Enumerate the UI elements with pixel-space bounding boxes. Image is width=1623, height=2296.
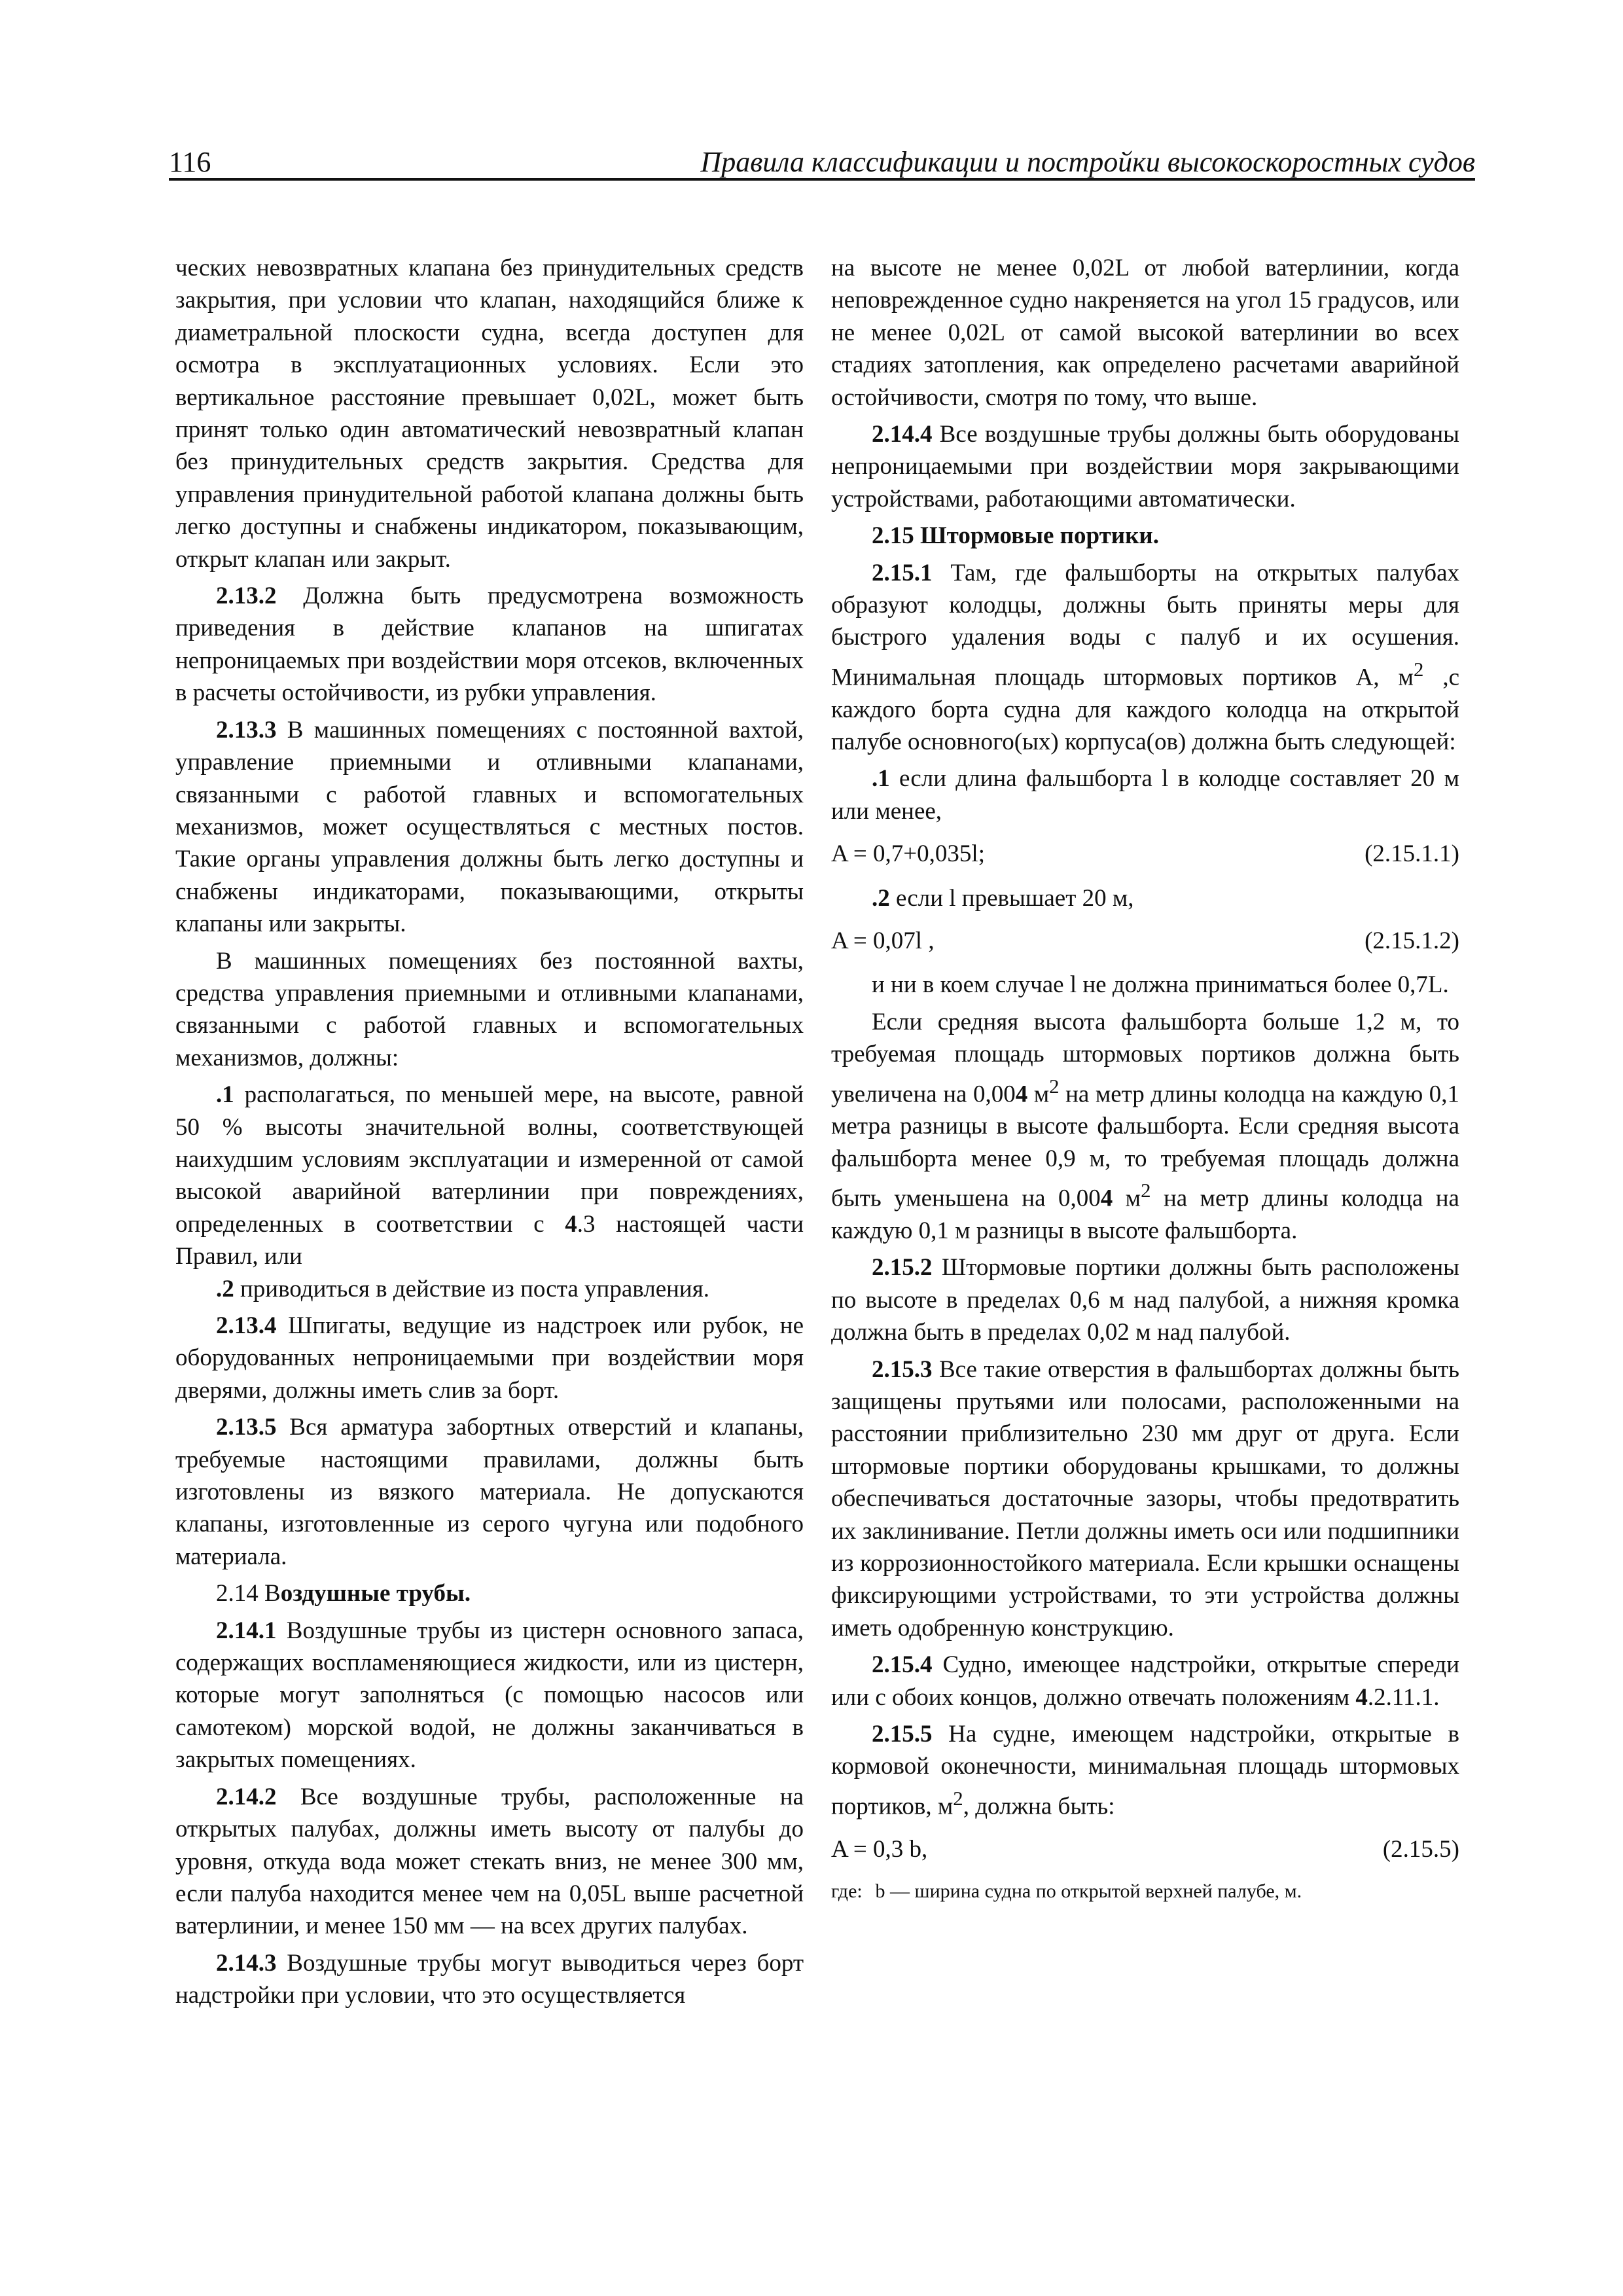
formula-2-15-1-2 (831, 925, 1459, 957)
page-number: 116 (169, 146, 211, 178)
paragraph-2-13-4: 2.13.4 Шпигаты, ведущие из надстроек или рубок, не оборудованных непроницаемыми при воздействии моря дверями, должны иметь слив за борт. (175, 1312, 804, 1404)
paragraph-continuation: ческих невозвратных клапана без принудительных средств закрытия, при условии что клапан, находящийся ближе к диаметральной плоскости судна, всегда доступен для осмотра в эксплуатационных условиях. Если это вертикальное расстояние превышает 0,02L, может быть принят только один автоматический невозвратный клапан без принудительных средств закрытия. Средства для управления принудительной работой клапана должны быть легко доступны и снабжены индикатором, показывающим, открыт клапан или закрыт. (175, 255, 804, 573)
list-item-1-bulwark: .1 если длина фальшборта l в колодце составляет 20 м или менее, (831, 765, 1459, 825)
header-rule (169, 178, 1475, 181)
section-heading-2-14: 2.14 Воздушные трубы. (216, 1580, 471, 1607)
formula-expression: A = 0,07l , (831, 927, 935, 955)
page-header (169, 145, 1475, 179)
paragraph-2-15-3: 2.15.3 Все такие отверстия в фальшбортах должны быть защищены прутьями или полосами, расположенными на расстоянии приблизительно 230 мм друг от друга. Если штормовые портики оборудованы крышками, то должны обеспечиваться достаточные зазоры, чтобы предотвратить их заклинивание. Петли должны иметь оси или подшипники из коррозионностойкого материала. Если крышки оснащены фиксирующими устройствами, то эти устройства должны иметь одобренную конструкцию. (831, 1355, 1459, 1641)
formula-2-15-5 (831, 1833, 1459, 1865)
legend-label: где: (831, 1880, 863, 1902)
paragraph-2-14-3: 2.14.3 Воздушные трубы могут выводиться через борт надстройки при условии, что это осуществляется (175, 1949, 804, 2009)
paragraph-limit: и ни в коем случае l не должна приниматься более 0,7L. (872, 971, 1449, 999)
running-title: Правила классификации и постройки высокоскоростных судов (700, 146, 1475, 178)
formula-reference: (2.15.5) (1382, 1835, 1459, 1863)
paragraph-2-13-5: 2.13.5 Вся арматура забортных отверстий и клапаны, требуемые настоящими правилами, должны быть изготовлены из вязкого материала. Не допускаются клапаны, изготовленные из серого чугуна или подобного материала. (175, 1414, 804, 1570)
paragraph-2-13-2: 2.13.2 Должна быть предусмотрена возможность приведения в действие клапанов на шпигатах непроницаемых при воздействии моря отсеков, включенных в расчеты остойчивости, из рубки управления. (175, 583, 804, 707)
left-column (175, 252, 804, 2012)
paragraph-2-14-4: 2.14.4 Все воздушные трубы должны быть оборудованы непроницаемыми при воздействии моря закрывающими устройствами, работающими автоматически. (831, 421, 1459, 512)
section-heading-2-15: 2.15 Штормовые портики. (872, 522, 1159, 550)
paragraph-height-adjust: Если средняя высота фальшборта больше 1,2 м, то требуемая площадь штормовых портиков должна быть увеличена на 0,004 $м^2$ на метр длины колодца на каждую 0,1 метра разницы в высоте фальшборта. Если средняя высота фальшборта менее 0,9 м, то требуемая площадь должна быть уменьшена на 0,004 $м^2$ на метр длины колодца на каждую 0,1 м разницы в высоте фальшборта. (831, 1008, 1459, 1244)
formula-legend (831, 1877, 1459, 1906)
legend-text: b — ширина судна по открытой верхней палубе, м. (875, 1880, 1302, 1902)
paragraph-2-15-4: 2.15.4 Судно, имеющее надстройки, открытые спереди или с обоих концов, должно отвечать положениям 4.2.11.1. (831, 1651, 1459, 1711)
paragraph-2-15-2: 2.15.2 Штормовые портики должны быть расположены по высоте в пределах 0,6 м над палубой, а нижняя кромка должна быть в пределах 0,02 м над палубой. (831, 1254, 1459, 1346)
paragraph-2-14-1: 2.14.1 Воздушные трубы из цистерн основного запаса, содержащих воспламеняющиеся жидкости, или из цистерн, которые могут заполняться (с помощью насосов или самотеком) морской водой, не должны заканчиваться в закрытых помещениях. (175, 1617, 804, 1774)
list-item-2: .2 приводиться в действие из поста управления. (216, 1275, 709, 1302)
right-column (831, 252, 1459, 1906)
formula-reference: (2.15.1.1) (1364, 840, 1459, 868)
paragraph-2-15-1: 2.15.1 Там, где фальшборты на открытых палубах образуют колодцы, должны быть приняты меры для быстрого удаления воды с палуб и их осушения. Минимальная площадь штормовых портиков A, $м^2$ ,с каждого борта судна для каждого колодца на открытой палубе основного(ых) корпуса(ов) должна быть следующей: (831, 559, 1459, 756)
paragraph-2-15-5: 2.15.5 На судне, имеющем надстройки, открытые в кормовой оконечности, минимальная площадь штормовых портиков, $м^2$, должна быть: (831, 1721, 1459, 1820)
formula-reference: (2.15.1.2) (1364, 927, 1459, 955)
formula-expression: A = 0,7+0,035l; (831, 840, 985, 868)
paragraph-2-13-3: 2.13.3 В машинных помещениях с постоянной вахтой, управление приемными и отливными клапанами, связанными с работой главных и вспомогательных механизмов, может осуществляться с местных постов. Такие органы управления должны быть легко доступны и снабжены индикаторами, показывающими, открыты клапаны или закрыты. (175, 716, 804, 938)
paragraph-continuation-right: на высоте не менее 0,02L от любой ватерлинии, когда неповрежденное судно накреняется на угол 15 градусов, или не менее 0,02L от самой высокой ватерлинии во всех стадиях затопления, как определено расчетами аварийной остойчивости, смотря по тому, что выше. (831, 255, 1459, 411)
paragraph-no-watch: В машинных помещениях без постоянной вахты, средства управления приемными и отливными клапанами, связанными с работой главных и вспомогательных механизмов, должны: (175, 947, 804, 1071)
formula-expression: A = 0,3 b, (831, 1835, 928, 1863)
list-item-1: .1 располагаться, по меньшей мере, на высоте, равной 50 % высоты значительной волны, соответствующей наихудшим условиям эксплуатации и измеренной от самой высокой аварийной ватерлинии при повреждениях, определенных в соответствии с 4.3 настоящей части Правил, или (175, 1081, 804, 1270)
formula-2-15-1-1 (831, 838, 1459, 870)
list-item-2-bulwark: .2 если l превышает 20 м, (872, 884, 1134, 912)
paragraph-2-14-2: 2.14.2 Все воздушные трубы, расположенные на открытых палубах, должны иметь высоту от палубы до уровня, откуда вода может стекать вниз, не менее 300 мм, если палуба находится менее чем на 0,05L выше расчетной ватерлинии, и менее 150 мм — на всех других палубах. (175, 1783, 804, 1940)
